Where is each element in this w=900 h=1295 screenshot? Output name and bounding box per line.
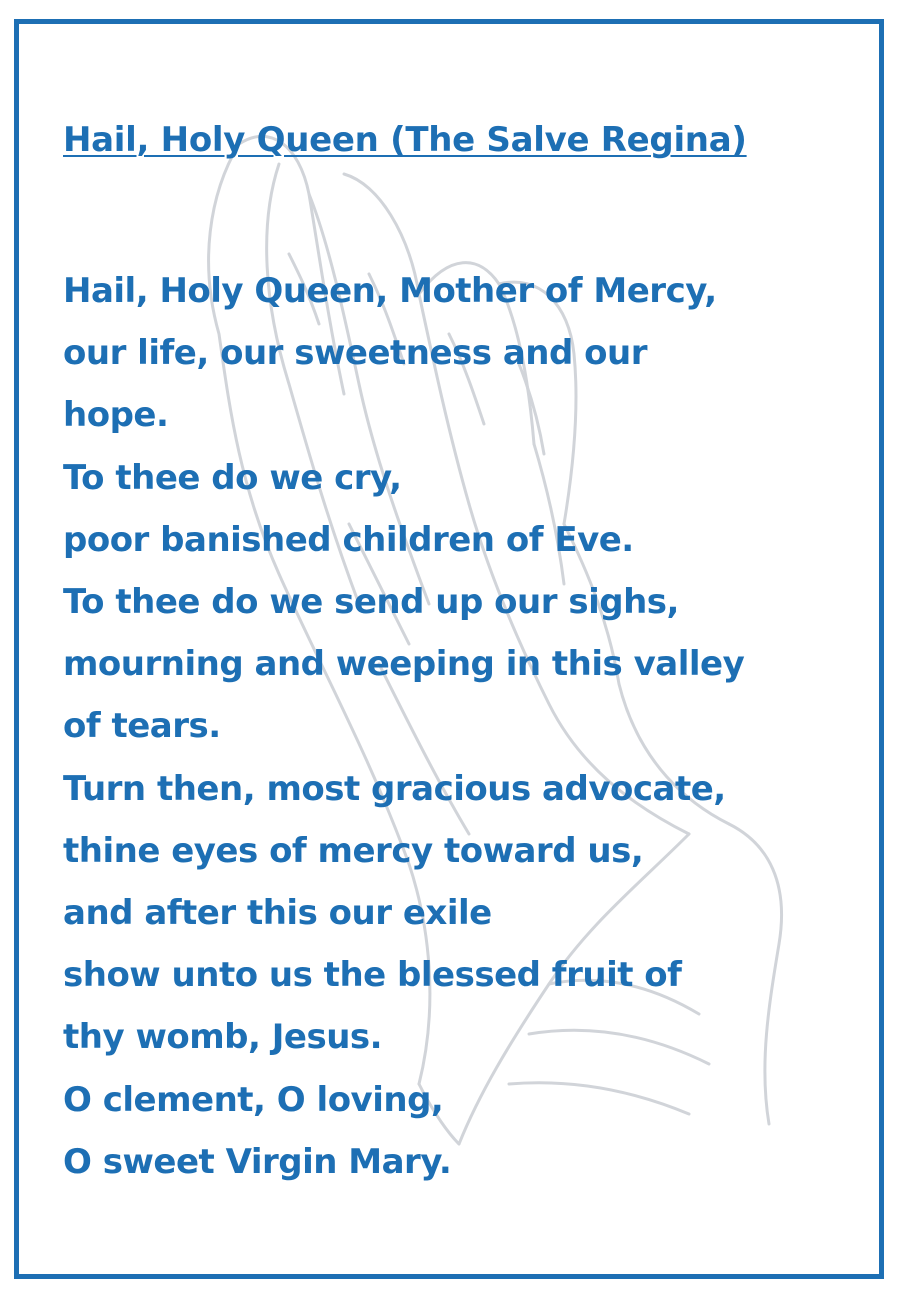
prayer-line: and after this our exile [63,893,492,934]
prayer-card [14,19,884,1279]
prayer-line: of tears. [63,706,221,747]
prayer-line: Hail, Holy Queen, Mother of Mercy, [63,271,717,311]
prayer-line: O clement, O loving, [63,1079,444,1120]
page-title: Hail, Holy Queen (The Salve Regina) [63,120,747,160]
prayer-line: hope. [63,395,169,436]
prayer-line: our life, our sweetness and our [63,333,647,374]
prayer-line: show unto us the blessed fruit of [63,955,682,996]
prayer-line: mourning and weeping in this valley [63,644,745,685]
prayer-text [63,260,849,1193]
prayer-line: thine eyes of mercy toward us, [63,830,644,871]
prayer-content [63,112,849,1193]
prayer-line: poor banished children of Eve. [63,519,634,560]
prayer-line: Turn then, most gracious advocate, [63,768,726,809]
prayer-line: O sweet Virgin Mary. [63,1141,452,1182]
prayer-line: To thee do we cry, [63,457,402,498]
prayer-line: thy womb, Jesus. [63,1017,383,1058]
prayer-line: To thee do we send up our sighs, [63,582,679,623]
